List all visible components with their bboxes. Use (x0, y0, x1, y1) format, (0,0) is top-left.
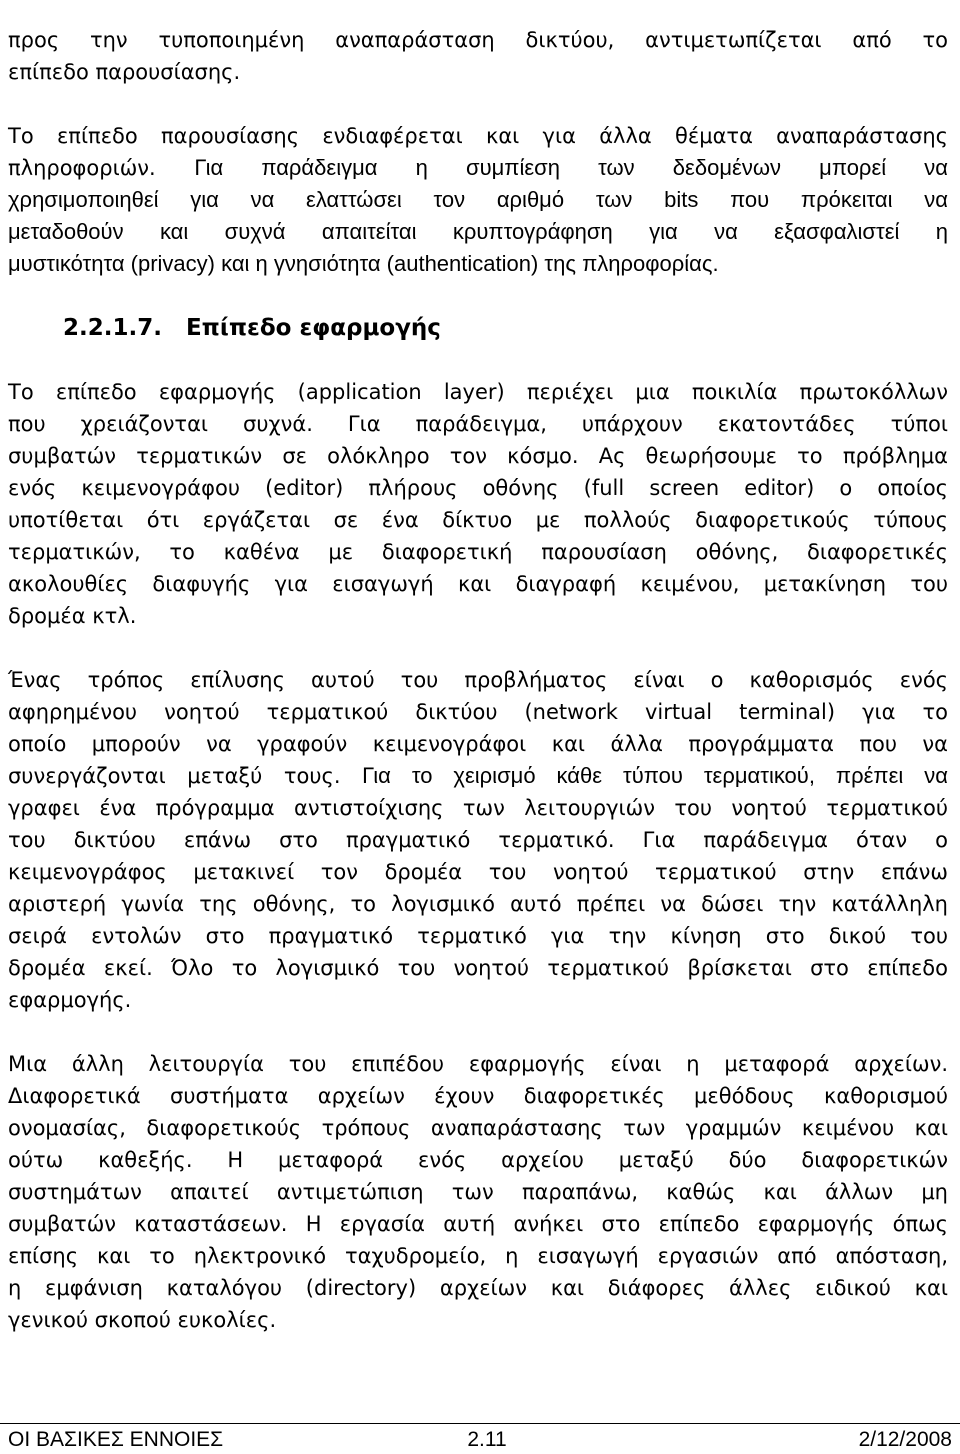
text-line: γενικού σκοπού ευκολίες. (8, 1308, 277, 1332)
paragraph (8, 24, 948, 88)
text-line: χρησιμοποιηθεί για να ελαττώσει τον αριθμό των bits που πρόκειται να (8, 187, 948, 212)
text-line: ούτω καθεξής. Η μεταφορά ενός αρχείου μεταξύ δύο διαφορετικών (8, 1148, 948, 1172)
text-line: Το επίπεδο παρουσίασης ενδιαφέρεται και για άλλα θέματα αναπαράστασης (8, 124, 948, 148)
text-line: συμβατών τερματικών σε ολόκληρο τον κόσμο. Ας θεωρήσουμε το πρόβλημα (8, 444, 948, 468)
text-line: αριστερή γωνία της οθόνης, το λογισμικό αυτό πρέπει να δώσει την κατάλληλη (8, 892, 948, 916)
paragraph (8, 664, 948, 1016)
text-line: οποίο μπορούν να γραφούν κειμενογράφοι και άλλα προγράμματα που να (8, 732, 948, 756)
text-line (8, 760, 948, 792)
text-line: Μια άλλη λειτουργία του επιπέδου εφαρμογής είναι η μεταφορά αρχείων. (8, 1052, 948, 1076)
text-segment: πληροφοριών. (8, 156, 156, 180)
section-title: Επίπεδο εφαρμογής (185, 315, 441, 341)
text-line: επίσης και το ηλεκτρονικό ταχυδρομείο, η εισαγωγή εργασιών από απόσταση, (8, 1244, 948, 1268)
text-line: μεταδοθούν και συχνά απαιτείται κρυπτογράφηση για να εξασφαλιστεί η (8, 219, 948, 244)
text-line: σειρά εντολών στο πραγματικό τερματικό για την κίνηση στο δικού του (8, 924, 948, 948)
paragraph (8, 1048, 948, 1336)
text-segment: συνεργάζονται μεταξύ τους. (8, 764, 341, 788)
text-segment: Για παράδειγμα η συμπίεση των δεδομένων μπορεί να (194, 155, 948, 180)
text-line: συμβατών καταστάσεων. Η εργασία αυτή ανήκει στο επίπεδο εφαρμογής όπως (8, 1212, 948, 1236)
text-line: που χρειάζονται συχνά. Για παράδειγμα, υπάρχουν εκατοντάδες τύποι (8, 412, 948, 436)
text-line: επίπεδο παρουσίασης. (8, 60, 241, 84)
text-line (8, 152, 948, 184)
footer-chapter-title: ΟΙ ΒΑΣΙΚΕΣ ΕΝΝΟΙΕΣ (8, 1428, 224, 1451)
text-line: αφηρημένου νοητού τερματικού δικτύου (network virtual terminal) για το (8, 700, 948, 724)
text-line: γραφει ένα πρόγραμμα αντιστοίχισης των λειτουργιών του νοητού τερματικού (8, 796, 948, 820)
text-line: εφαρμογής. (8, 988, 132, 1012)
text-line: προς την τυποποιημένη αναπαράσταση δικτύου, αντιμετωπίζεται από το (8, 28, 948, 52)
text-line: ενός κειμενογράφου (editor) πλήρους οθόνης (full screen editor) ο οποίος (8, 476, 948, 500)
page-body (8, 24, 948, 1368)
text-segment: Για το χειρισμό κάθε τύπου τερματικού, πρέπει να (362, 763, 948, 788)
paragraph (8, 120, 948, 280)
page-footer (0, 1423, 960, 1453)
text-line: υποτίθεται ότι εργάζεται σε ένα δίκτυο με πολλούς διαφορετικούς τύπους (8, 508, 948, 532)
section-number: 2.2.1.7. (63, 315, 162, 341)
text-line: ονομασίας, διαφορετικούς τρόπους αναπαράστασης των γραμμών κειμένου και (8, 1116, 948, 1140)
footer-date: 2/12/2008 (858, 1428, 952, 1451)
text-line: η εμφάνιση καταλόγου (directory) αρχείων και διάφορες άλλες ειδικού και (8, 1276, 948, 1300)
text-line: τερματικών, το καθένα με διαφορετική παρουσίαση οθόνης, διαφορετικές (8, 540, 948, 564)
paragraph (8, 376, 948, 632)
text-line: Ένας τρόπος επίλυσης αυτού του προβλήματος είναι ο καθορισμός ενός (8, 668, 948, 692)
text-line: κειμενογράφος μετακινεί τον δρομέα του νοητού τερματικού στην επάνω (8, 860, 948, 884)
footer-page-number: 2.11 (467, 1428, 507, 1451)
text-line: Διαφορετικά συστήματα αρχείων έχουν διαφορετικές μεθόδους καθορισμού (8, 1084, 948, 1108)
text-line: δρομέα κτλ. (8, 604, 137, 628)
text-line: ακολουθίες διαφυγής για εισαγωγή και διαγραφή κειμένου, μετακίνηση του (8, 572, 948, 596)
text-line: Το επίπεδο εφαρμογής (application layer) περιέχει μια ποικιλία πρωτοκόλλων (8, 380, 948, 404)
text-line: δρομέα εκεί. Όλο το λογισμικό του νοητού τερματικού βρίσκεται στο επίπεδο (8, 956, 948, 980)
section-heading (8, 312, 948, 344)
text-line: μυστικότητα (privacy) και η γνησιότητα (authentication) της πληροφορίας. (8, 251, 719, 276)
text-line: του δικτύου επάνω στο πραγματικό τερματικό. Για παράδειγμα όταν ο (8, 828, 948, 852)
text-line: συστημάτων απαιτεί αντιμετώπιση των παραπάνω, καθώς και άλλων μη (8, 1180, 948, 1204)
